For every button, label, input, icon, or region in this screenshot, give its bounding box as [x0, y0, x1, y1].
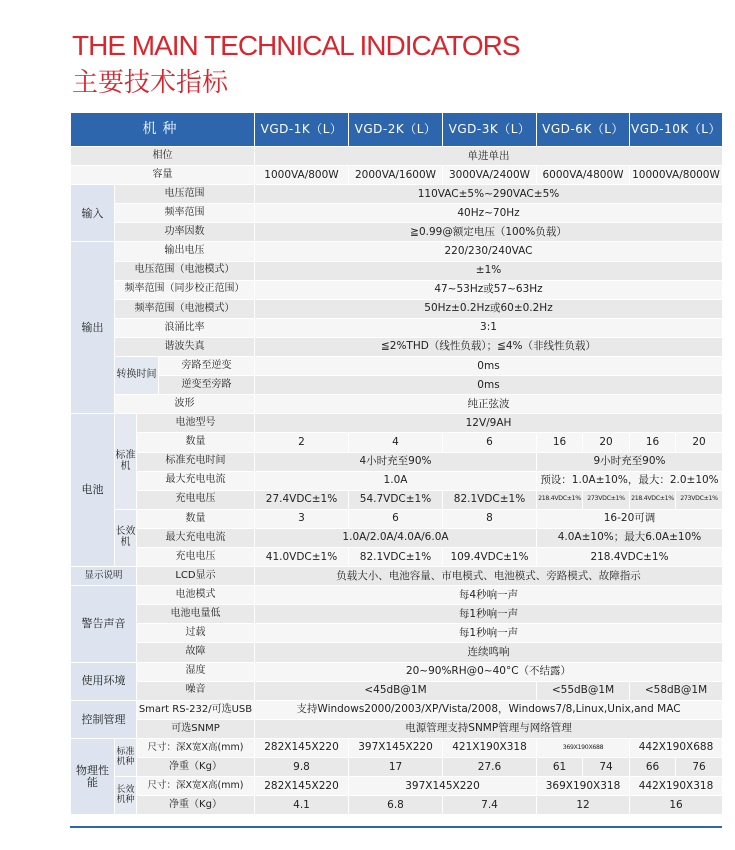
- output-crest-label: 浪涌比率: [115, 318, 255, 337]
- long-charge-voltage-2: 82.1VDC±1%: [349, 547, 443, 566]
- alarm-overload-label: 过载: [137, 624, 255, 643]
- table-row: [71, 662, 723, 681]
- bottom-rule: [70, 826, 722, 828]
- transfer-time-label: 转换时间: [115, 357, 159, 395]
- table-row: [71, 223, 723, 242]
- snmp-value: 电源管理支持SNMP管理与网络管理: [255, 719, 723, 738]
- table-row: [71, 643, 723, 662]
- std-quantity-4: 16: [537, 433, 583, 452]
- table-row: [71, 681, 723, 700]
- std-charge-time-1: 4小时充至90%: [255, 452, 537, 471]
- std-charge-voltage-2: 54.7VDC±1%: [349, 490, 443, 509]
- long-weight-label: 净重（Kg）: [137, 796, 255, 815]
- header-model-3: VGD-3K（L）: [443, 113, 537, 147]
- std-max-current-label: 最大充电电流: [137, 471, 255, 490]
- physical-long-label: 长效机种: [115, 777, 137, 815]
- std-dimensions-2: 397X145X220: [349, 738, 443, 757]
- battery-long-label: 长效机: [115, 509, 137, 566]
- long-charge-voltage-4: 218.4VDC±1%: [537, 547, 723, 566]
- capacity-value-4: 6000VA/4800W: [537, 166, 630, 185]
- input-voltage-label: 电压范围: [115, 185, 255, 204]
- capacity-value-2: 2000VA/1600W: [349, 166, 443, 185]
- std-quantity-2: 4: [349, 433, 443, 452]
- output-voltage-value: 220/230/240VAC: [255, 242, 723, 261]
- capacity-value-3: 3000VA/2400W: [443, 166, 537, 185]
- header-row: [71, 113, 723, 147]
- input-voltage-value: 110VAC±5%~290VAC±5%: [255, 185, 723, 204]
- alarm-fault-label: 故障: [137, 643, 255, 662]
- table-row: [71, 280, 723, 299]
- std-dimensions-label: 尺寸：深X宽X高(mm): [137, 738, 255, 757]
- battery-type-label: 电池型号: [137, 414, 255, 433]
- long-quantity-2: 6: [349, 509, 443, 528]
- std-quantity-3: 6: [443, 433, 537, 452]
- std-max-current-1: 1.0A: [255, 471, 537, 490]
- long-weight-1: 4.1: [255, 796, 349, 815]
- header-model-1: VGD-1K（L）: [255, 113, 349, 147]
- spec-table: [70, 112, 723, 815]
- long-max-current-2: 4.0A±10%；最大6.0A±10%: [537, 528, 723, 547]
- std-quantity-1: 2: [255, 433, 349, 452]
- table-row: [71, 719, 723, 738]
- table-row: [71, 490, 723, 509]
- long-weight-4: 12: [537, 796, 630, 815]
- battery-standard-label: 标准机: [115, 414, 137, 509]
- alarm-battery-mode-value: 每4秒响一声: [255, 586, 723, 605]
- inverter-to-bypass-label: 逆变至旁路: [159, 376, 255, 395]
- table-row: [71, 185, 723, 204]
- header-model-2: VGD-2K（L）: [349, 113, 443, 147]
- battery-category: 电池: [71, 414, 115, 567]
- long-max-current-label: 最大充电电流: [137, 528, 255, 547]
- alarm-battery-low-label: 电池电量低: [137, 605, 255, 624]
- std-quantity-7: 20: [676, 433, 723, 452]
- table-row: [71, 337, 723, 356]
- std-charge-voltage-1: 27.4VDC±1%: [255, 490, 349, 509]
- phase-value: 单进单出: [255, 147, 723, 166]
- long-charge-voltage-1: 41.0VDC±1%: [255, 547, 349, 566]
- alarm-battery-mode-label: 电池模式: [137, 586, 255, 605]
- header-kind: 机种: [71, 113, 255, 147]
- std-dimensions-4: 369X190X688: [537, 738, 630, 757]
- long-quantity-label: 数量: [137, 509, 255, 528]
- waveform-label: 波形: [115, 395, 255, 414]
- header-model-5: VGD-10K（L）: [630, 113, 723, 147]
- long-weight-5: 16: [630, 796, 723, 815]
- noise-value-2: <55dB@1M: [537, 681, 630, 700]
- table-row: [71, 395, 723, 414]
- physical-standard-label: 标准机种: [115, 738, 137, 776]
- output-freq-battery-label: 频率范围（电池模式）: [115, 299, 255, 318]
- input-frequency-value: 40Hz~70Hz: [255, 204, 723, 223]
- environment-category: 使用环境: [71, 662, 137, 700]
- table-row: [71, 166, 723, 185]
- title-chinese: 主要技术指标: [72, 68, 229, 98]
- phase-label: 相位: [71, 147, 255, 166]
- std-weight-label: 净重（Kg）: [137, 758, 255, 777]
- input-power-factor-label: 功率因数: [115, 223, 255, 242]
- header-model-4: VGD-6K（L）: [537, 113, 630, 147]
- title-english: THE MAIN TECHNICAL INDICATORS: [72, 30, 520, 61]
- table-row: [71, 547, 723, 566]
- table-row: [71, 758, 723, 777]
- table-row: [71, 261, 723, 280]
- humidity-value: 20~90%RH@0~40°C（不结露）: [255, 662, 723, 681]
- noise-value-3: <58dB@1M: [630, 681, 723, 700]
- output-voltage-label: 输出电压: [115, 242, 255, 261]
- long-quantity-3: 8: [443, 509, 537, 528]
- long-dimensions-3: 369X190X318: [537, 777, 630, 796]
- table-row: [71, 147, 723, 166]
- output-category: 输出: [71, 242, 115, 414]
- table-row: [71, 414, 723, 433]
- rs232-label: Smart RS-232/可选USB: [137, 700, 255, 719]
- std-dimensions-1: 282X145X220: [255, 738, 349, 757]
- management-category: 控制管理: [71, 700, 137, 738]
- bypass-to-inverter-value: 0ms: [255, 357, 723, 376]
- table-row: [71, 624, 723, 643]
- physical-category: 物理性能: [71, 738, 115, 814]
- std-weight-4: 61: [537, 758, 583, 777]
- output-freq-sync-value: 47~53Hz或57~63Hz: [255, 280, 723, 299]
- std-weight-1: 9.8: [255, 758, 349, 777]
- std-quantity-6: 16: [630, 433, 676, 452]
- display-label: LCD显示: [137, 567, 255, 586]
- battery-type-value: 12V/9AH: [255, 414, 723, 433]
- std-charge-voltage-6: 218.4VDC±1%: [630, 490, 676, 509]
- table-row: [71, 452, 723, 471]
- capacity-label: 容量: [71, 166, 255, 185]
- input-frequency-label: 频率范围: [115, 204, 255, 223]
- std-charge-voltage-5: 273VDC±1%: [583, 490, 630, 509]
- alarm-battery-low-value: 每1秒响一声: [255, 605, 723, 624]
- std-charge-time-2: 9小时充至90%: [537, 452, 723, 471]
- table-row: [71, 357, 723, 376]
- std-charge-voltage-7: 273VDC±1%: [676, 490, 723, 509]
- long-max-current-1: 1.0A/2.0A/4.0A/6.0A: [255, 528, 537, 547]
- long-dimensions-4: 442X190X318: [630, 777, 723, 796]
- display-value: 负载大小、电池容量、市电模式、电池模式、旁路模式、故障指示: [255, 567, 723, 586]
- long-quantity-4: 16-20可调: [537, 509, 723, 528]
- long-dimensions-1: 282X145X220: [255, 777, 349, 796]
- table-row: [71, 433, 723, 452]
- std-max-current-2: 预设：1.0A±10%，最大：2.0±10%: [537, 471, 723, 490]
- long-weight-2: 6.8: [349, 796, 443, 815]
- std-dimensions-5: 442X190X688: [630, 738, 723, 757]
- std-weight-5: 74: [583, 758, 630, 777]
- rs232-value: 支持Windows2000/2003/XP/Vista/2008，Windows7/8,Linux,Unix,and MAC: [255, 700, 723, 719]
- table-row: [71, 318, 723, 337]
- std-quantity-label: 数量: [137, 433, 255, 452]
- std-quantity-5: 20: [583, 433, 630, 452]
- input-power-factor-value: ≧0.99@额定电压（100%负载）: [255, 223, 723, 242]
- long-weight-3: 7.4: [443, 796, 537, 815]
- table-row: [71, 376, 723, 395]
- alarm-category: 警告声音: [71, 586, 137, 662]
- humidity-label: 湿度: [137, 662, 255, 681]
- long-charge-voltage-label: 充电电压: [137, 547, 255, 566]
- input-category: 输入: [71, 185, 115, 242]
- std-dimensions-3: 421X190X318: [443, 738, 537, 757]
- display-category: 显示说明: [71, 567, 137, 586]
- long-quantity-1: 3: [255, 509, 349, 528]
- long-dimensions-label: 尺寸：深X宽X高(mm): [137, 777, 255, 796]
- table-row: [71, 528, 723, 547]
- table-row: [71, 471, 723, 490]
- table-row: [71, 242, 723, 261]
- table-row: [71, 509, 723, 528]
- output-voltage-range-label: 电压范围（电池模式）: [115, 261, 255, 280]
- noise-label: 噪音: [137, 681, 255, 700]
- table-row: [71, 738, 723, 757]
- output-crest-value: 3:1: [255, 318, 723, 337]
- output-freq-sync-label: 频率范围（同步校正范围）: [115, 280, 255, 299]
- capacity-value-5: 10000VA/8000W: [630, 166, 723, 185]
- table-row: [71, 567, 723, 586]
- std-weight-2: 17: [349, 758, 443, 777]
- long-charge-voltage-3: 109.4VDC±1%: [443, 547, 537, 566]
- std-charge-voltage-label: 充电电压: [137, 490, 255, 509]
- table-row: [71, 204, 723, 223]
- std-charge-time-label: 标准充电时间: [137, 452, 255, 471]
- alarm-fault-value: 连续鸣响: [255, 643, 723, 662]
- table-row: [71, 586, 723, 605]
- bypass-to-inverter-label: 旁路至逆变: [159, 357, 255, 376]
- waveform-value: 纯正弦波: [255, 395, 723, 414]
- output-harmonic-label: 谐波失真: [115, 337, 255, 356]
- std-weight-3: 27.6: [443, 758, 537, 777]
- noise-value-1: <45dB@1M: [255, 681, 537, 700]
- std-weight-6: 66: [630, 758, 676, 777]
- output-voltage-range-value: ±1%: [255, 261, 723, 280]
- std-charge-voltage-4: 218.4VDC±1%: [537, 490, 583, 509]
- snmp-label: 可选SNMP: [137, 719, 255, 738]
- alarm-overload-value: 每1秒响一声: [255, 624, 723, 643]
- output-harmonic-value: ≦2%THD（线性负载）；≦4%（非线性负载）: [255, 337, 723, 356]
- table-row: [71, 777, 723, 796]
- long-dimensions-2: 397X145X220: [349, 777, 537, 796]
- inverter-to-bypass-value: 0ms: [255, 376, 723, 395]
- output-freq-battery-value: 50Hz±0.2Hz或60±0.2Hz: [255, 299, 723, 318]
- capacity-value-1: 1000VA/800W: [255, 166, 349, 185]
- std-charge-voltage-3: 82.1VDC±1%: [443, 490, 537, 509]
- table-row: [71, 700, 723, 719]
- table-row: [71, 796, 723, 815]
- table-row: [71, 605, 723, 624]
- std-weight-7: 76: [676, 758, 723, 777]
- table-row: [71, 299, 723, 318]
